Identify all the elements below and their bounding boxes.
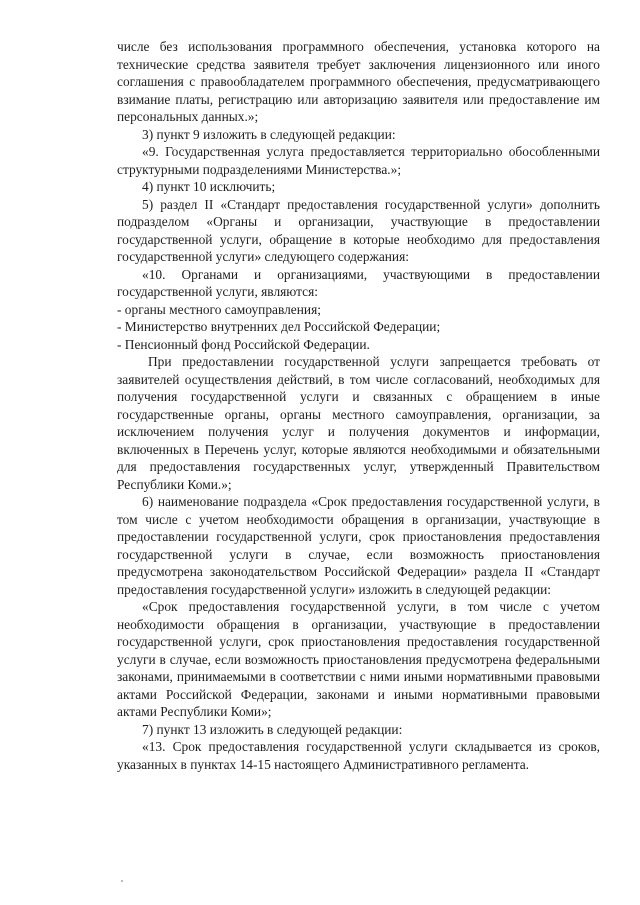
paragraph: «13. Срок предоставления государственной услуги складывается из сроков, указанных в пунктах 14-15 настоящего Административного регламента. — [117, 739, 600, 772]
paragraph: «10. Органами и организациями, участвующими в предоставлении государственной услуги, являются: — [117, 266, 600, 299]
paragraph: 6) наименование подраздела «Срок предоставления государственной услуги, в том числе с учетом необходимости обращения в организации, участвующие в предоставлении государственной услуги, срок приостановления предоставления государственной услуги в случае, если возможность приостановления предусмотрена законодательством Российской Федерации» раздела II «Стандарт предоставления государственной услуги» изложить в следующей редакции: — [117, 494, 600, 597]
list-item: - Пенсионный фонд Российской Федерации. — [117, 336, 370, 352]
paragraph: 3) пункт 9 изложить в следующей редакции: — [142, 126, 396, 142]
list-item: - Министерство внутренних дел Российской Федерации; — [117, 319, 441, 334]
paragraph: 4) пункт 10 исключить; — [142, 179, 276, 194]
paragraph: числе без использования программного обеспечения, установка которого на технические средства заявителя требует заключения лицензионного или иного соглашения с правообладателем программного обеспечения, предусматривающего взимание платы, регистрацию или авторизацию заявителя или предоставление им персональных данных.»; — [117, 39, 600, 124]
paragraph: «Срок предоставления государственной услуги, в том числе с учетом необходимости обращения в организации, участвующие в предоставлении государственной услуги, срок приостановления предоставления государственной услуги в случае, если возможность приостановления предусмотрена федеральными законами, принимаемыми в соответствии с ними иными нормативными правовыми актами Российской Федерации, законами и иными нормативными правовыми актами Республики Коми»; — [117, 599, 600, 719]
paragraph: 5) раздел II «Стандарт предоставления государственной услуги» дополнить подразделом «Органы и организации, участвующие в предоставлении государственной услуги, обращение в которые необходимо для предоставления государственной услуги» следующего содержания: — [117, 196, 600, 264]
list-item: - органы местного самоуправления; — [117, 301, 321, 317]
paragraph: 7) пункт 13 изложить в следующей редакции: — [142, 721, 403, 737]
scan-speck — [121, 880, 123, 882]
paragraph: При предоставлении государственной услуги запрещается требовать от заявителей осуществления действий, в том числе согласований, необходимых для получения государственной услуги и связанных с обращением в иные государственные органы, органы местного самоуправления, организации, за исключением получения услуг и получения документов и информации, включенных в Перечень услуг, которые являются необходимыми и обязательными для предоставления государственных услуг, утвержденный Правительством Республики Коми.»; — [117, 354, 600, 492]
document-body — [117, 38, 600, 773]
paragraph: «9. Государственная услуга предоставляется территориально обособленными структурными подразделениями Министерства.»; — [117, 144, 600, 177]
